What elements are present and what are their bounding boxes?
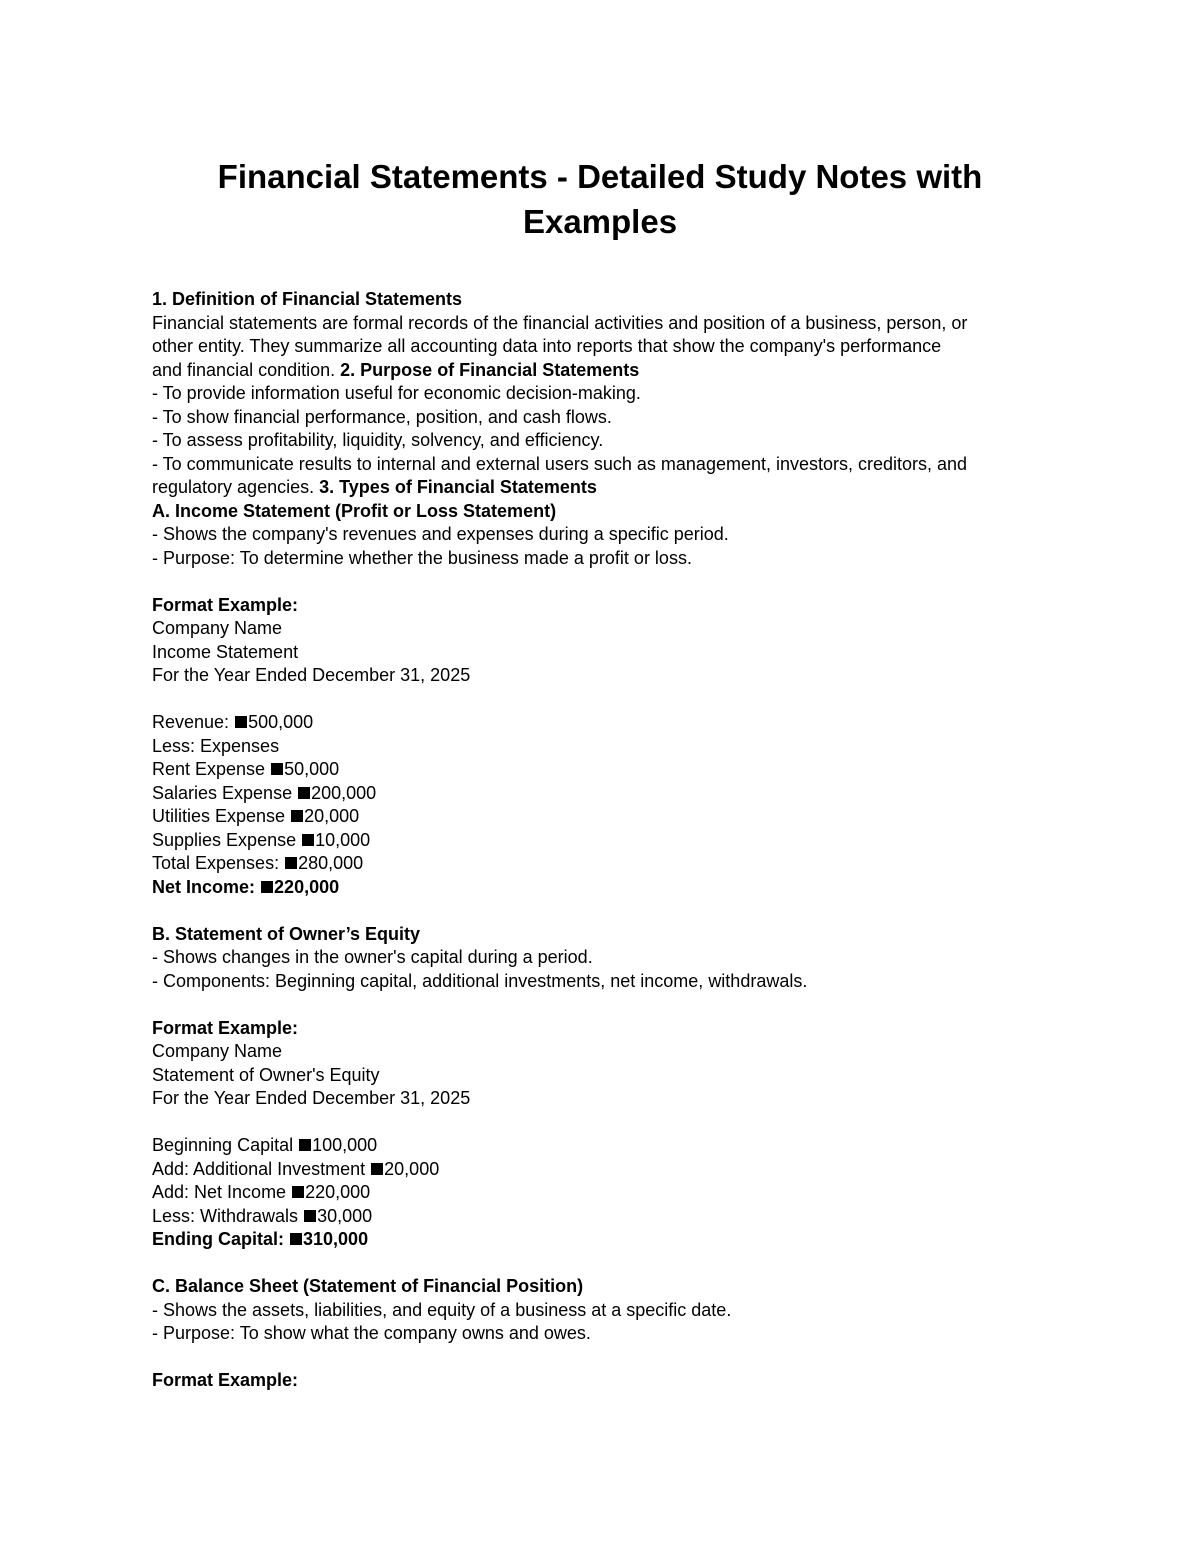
purpose-bullet-4-continued: regulatory agencies. 3. Types of Financial Statements	[152, 477, 597, 497]
section-2-heading: 2. Purpose of Financial Statements	[340, 359, 640, 380]
definition-text-line-1: Financial statements are formal records of the financial activities and position of a business, person, or	[152, 312, 968, 333]
income-statement-heading: A. Income Statement (Profit or Loss Statement)	[152, 500, 557, 521]
spacer	[152, 570, 1052, 594]
income-total-row: Total Expenses: 280,000	[152, 853, 364, 873]
currency-symbol-icon	[298, 787, 310, 799]
spacer	[152, 993, 1052, 1017]
currency-symbol-icon	[271, 763, 283, 775]
income-format-label: Format Example:	[152, 594, 299, 615]
equity-investment-row: Add: Additional Investment 20,000	[152, 1158, 440, 1179]
equity-ending-row: Ending Capital: 310,000	[152, 1229, 369, 1249]
income-less-expenses: Less: Expenses	[152, 735, 280, 756]
income-revenue-row: Revenue: 500,000	[152, 712, 314, 732]
income-supplies-row: Supplies Expense 10,000	[152, 829, 371, 850]
currency-symbol-icon	[302, 834, 314, 846]
currency-symbol-icon	[299, 1139, 311, 1151]
currency-symbol-icon	[235, 716, 247, 728]
definition-text-line-2: other entity. They summarize all accounting data into reports that show the company's performance	[152, 336, 942, 356]
equity-statement-name: Statement of Owner's Equity	[152, 1064, 380, 1085]
equity-company-name: Company Name	[152, 1041, 283, 1061]
currency-symbol-icon	[290, 1233, 302, 1245]
purpose-bullet-2: - To show financial performance, position, and cash flows.	[152, 406, 612, 427]
definition-text-line-3: and financial condition. 2. Purpose of Financial Statements	[152, 359, 640, 380]
currency-symbol-icon	[304, 1210, 316, 1222]
income-bullet-1: - Shows the company's revenues and expenses during a specific period.	[152, 524, 729, 544]
purpose-bullet-4: - To communicate results to internal and external users such as management, investors, creditors, and	[152, 453, 968, 474]
currency-symbol-icon	[291, 810, 303, 822]
purpose-bullet-3: - To assess profitability, liquidity, solvency, and efficiency.	[152, 430, 604, 450]
section-1-heading: 1. Definition of Financial Statements	[152, 289, 463, 309]
income-utilities-row: Utilities Expense 20,000	[152, 806, 360, 826]
equity-netincome-row: Add: Net Income 220,000	[152, 1182, 371, 1202]
equity-bullet-1: - Shows changes in the owner's capital during a period.	[152, 947, 593, 967]
balance-sheet-heading: C. Balance Sheet (Statement of Financial Position)	[152, 1276, 584, 1296]
income-bullet-2: - Purpose: To determine whether the business made a profit or loss.	[152, 547, 692, 568]
equity-withdrawals-row: Less: Withdrawals 30,000	[152, 1205, 373, 1226]
income-company-name: Company Name	[152, 618, 283, 638]
currency-symbol-icon	[285, 857, 297, 869]
document-title: Financial Statements - Detailed Study Notes with Examples	[217, 158, 983, 240]
balance-bullet-1: - Shows the assets, liabilities, and equity of a business at a specific date.	[152, 1299, 732, 1320]
income-statement-name: Income Statement	[152, 641, 299, 662]
spacer	[152, 688, 1052, 712]
currency-symbol-icon	[371, 1163, 383, 1175]
equity-bullet-2: - Components: Beginning capital, additional investments, net income, withdrawals.	[152, 970, 808, 991]
equity-format-label: Format Example:	[152, 1017, 299, 1038]
purpose-bullet-1: - To provide information useful for economic decision-making.	[152, 383, 641, 403]
income-period: For the Year Ended December 31, 2025	[152, 665, 471, 685]
income-salaries-row: Salaries Expense 200,000	[152, 782, 377, 803]
equity-period: For the Year Ended December 31, 2025	[152, 1088, 471, 1108]
balance-format-label: Format Example:	[152, 1370, 299, 1390]
equity-beginning-row: Beginning Capital 100,000	[152, 1135, 378, 1155]
document-body	[152, 288, 1052, 1393]
section-3-heading: 3. Types of Financial Statements	[319, 477, 597, 497]
income-rent-row: Rent Expense 50,000	[152, 759, 340, 779]
spacer	[152, 899, 1052, 923]
currency-symbol-icon	[292, 1186, 304, 1198]
spacer	[152, 1252, 1052, 1276]
spacer	[152, 1346, 1052, 1370]
spacer	[152, 1111, 1052, 1135]
equity-statement-heading: B. Statement of Owner’s Equity	[152, 923, 421, 944]
currency-symbol-icon	[261, 881, 273, 893]
income-net-row: Net Income: 220,000	[152, 876, 340, 897]
balance-bullet-2: - Purpose: To show what the company owns and owes.	[152, 1323, 591, 1343]
